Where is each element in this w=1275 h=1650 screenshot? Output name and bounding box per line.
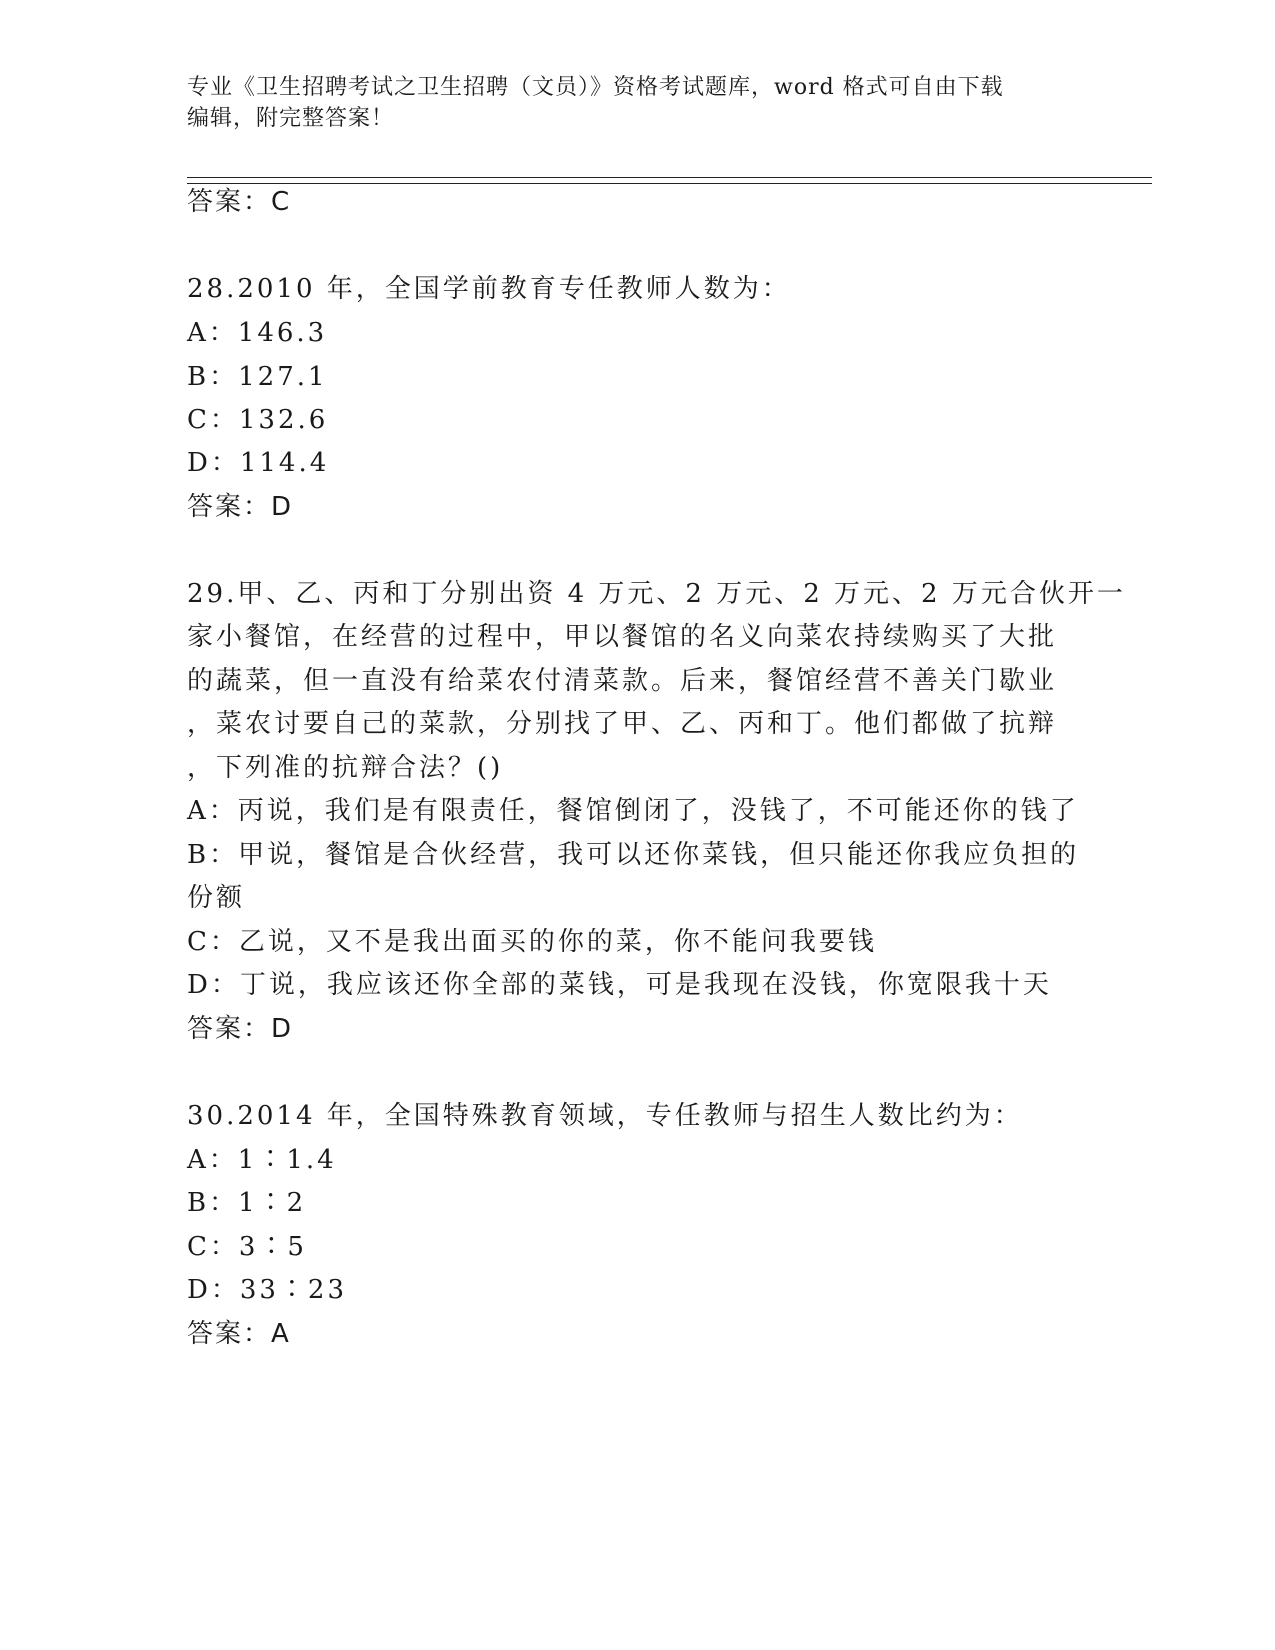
question-29-option-d: D：丁说，我应该还你全部的菜钱，可是我现在没钱，你宽限我十天 (187, 970, 1052, 1000)
question-29-stem-line-5: ，下列准的抗辩合法？() (187, 753, 504, 783)
question-29-option-b: B：甲说，餐馆是合伙经营，我可以还你菜钱，但只能还你我应负担的 (187, 840, 1080, 870)
question-29-stem-line-4: ，菜农讨要自己的菜款，分别找了甲、乙、丙和丁。他们都做了抗辩 (187, 709, 1058, 739)
question-29-stem-line-1: 29.甲、乙、丙和丁分别出资 4 万元、2 万元、2 万元、2 万元合伙开一 (187, 579, 1126, 609)
header-divider-bottom (187, 183, 1152, 184)
question-28-stem: 28.2010 年，全国学前教育专任教师人数为： (187, 274, 791, 304)
question-30-option-a: A：1∶1.4 (187, 1145, 337, 1175)
question-30-stem: 30.2014 年，全国特殊教育领域，专任教师与招生人数比约为： (187, 1101, 1023, 1131)
question-28-option-c: C：132.6 (187, 405, 329, 435)
question-28-option-a: A：146.3 (187, 318, 328, 348)
question-28-answer: 答案：D (187, 492, 294, 522)
question-28-option-b: B：127.1 (187, 362, 328, 392)
header-divider-top (187, 177, 1152, 178)
question-29-option-a: A：丙说，我们是有限责任，餐馆倒闭了，没钱了，不可能还你的钱了 (187, 796, 1079, 826)
question-29-option-b-cont: 份额 (187, 883, 246, 913)
question-30-option-c: C：3∶5 (187, 1232, 307, 1262)
question-29-stem-line-3: 的蔬菜，但一直没有给菜农付清菜款。后来，餐馆经营不善关门歇业 (187, 666, 1058, 696)
question-29-stem-line-2: 家小餐馆，在经营的过程中，甲以餐馆的名义向菜农持续购买了大批 (187, 622, 1058, 652)
question-28-option-d: D：114.4 (187, 448, 330, 478)
header-line-2: 编辑，附完整答案！ (187, 106, 395, 131)
previous-answer: 答案：C (187, 187, 292, 217)
question-29-option-c: C：乙说，又不是我出面买的你的菜，你不能问我要钱 (187, 927, 877, 957)
question-29-answer: 答案：D (187, 1014, 294, 1044)
question-30-option-d: D：33∶23 (187, 1275, 348, 1305)
document-header (187, 72, 1067, 134)
question-30-option-b: B：1∶2 (187, 1188, 307, 1218)
header-line-1: 专业《卫生招聘考试之卫生招聘（文员）》资格考试题库，word 格式可自由下载 (187, 75, 1004, 100)
question-30-answer: 答案：A (187, 1319, 291, 1349)
